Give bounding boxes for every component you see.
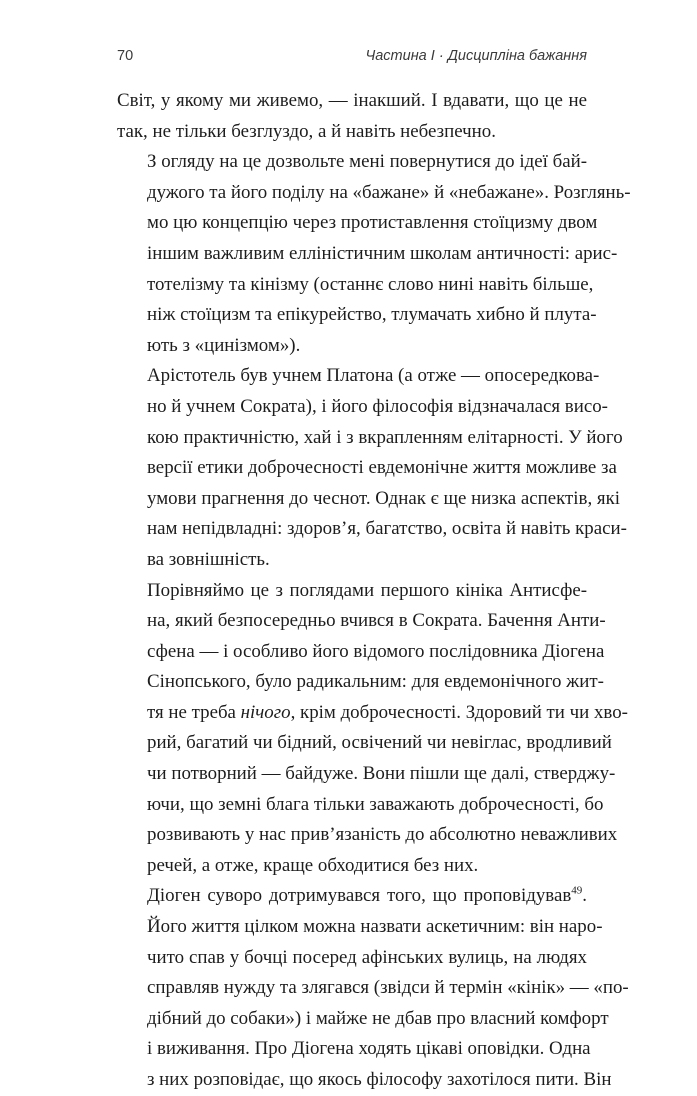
running-header [117, 48, 587, 74]
book-page [117, 48, 631, 1096]
text-line: ва зовнішність. [147, 548, 270, 570]
page-number: 70 [117, 48, 134, 64]
paragraph [117, 86, 587, 147]
text-line: так, не тільки безглуздо, а й навіть небезпечно. [117, 120, 496, 142]
emphasis: нічого [240, 701, 291, 723]
paragraph [117, 576, 628, 882]
text-line: тя не треба нічого, крім доброчесності. Здоровий ти чи хво- [147, 701, 628, 723]
text-line: справляв нужду та злягався (звідси й термін «кінік» — «по- [147, 977, 629, 999]
text-line: З огляду на це дозвольте мені повернутися до ідеї бай- [147, 151, 587, 173]
running-title: Частина I · Дисципліна бажання [365, 48, 587, 64]
text-line: Порівняймо це з поглядами першого кініка Антисфе- [147, 579, 587, 601]
text-line: з них розповідає, що якось філософу захотілося пити. Він [147, 1069, 612, 1090]
text-line: Діоген суворо дотримувався того, що проповідував$^{49}$. [147, 885, 587, 907]
text-line: рий, багатий чи бідний, освічений чи невіглас, вродливий [147, 732, 612, 754]
text-line: Арістотель був учнем Платона (а отже — опосередкова- [147, 365, 600, 387]
text-line: дібний до собаки») і майже не дбав про власний комфорт [147, 1007, 609, 1029]
text-line: умови прагнення до чеснот. Однак є ще низка аспектів, які [147, 487, 621, 509]
text-line: ють з «цинізмом»). [147, 334, 301, 356]
body-text [117, 86, 631, 1096]
text-line: Сінопського, було радикальним: для евдемонічного жит- [147, 671, 604, 693]
text-line: Світ, у якому ми живемо, — інакший. І вдавати, що це не [117, 90, 587, 111]
footnote-ref: 49 [571, 885, 583, 898]
text-line: ючи, що земні блага тільки заважають доброчесності, бо [147, 793, 604, 815]
paragraph [117, 147, 631, 361]
text-line: на, який безпосередньо вчився в Сократа. Бачення Анти- [147, 610, 606, 632]
text-line: сфена — і особливо його відомого послідовника Діогена [147, 640, 605, 662]
text-line: дужого та його поділу на «бажане» й «небажане». Розглянь- [147, 181, 631, 203]
text-line: і виживання. Про Діогена ходять цікаві оповідки. Одна [147, 1038, 591, 1060]
text-line: тотелізму та кінізму (останнє слово нині навіть більше, [147, 273, 594, 295]
text-line: іншим важливим елліністичним школам античності: арис- [147, 242, 618, 264]
text-line: чи потворний — байдуже. Вони пішли ще далі, стверджу- [147, 763, 616, 785]
text-line: мо цю концепцію через протиставлення стоїцизму двом [147, 212, 598, 234]
text-line: чито спав у бочці посеред афінських вулиць, на людях [147, 946, 587, 968]
text-line: Його життя цілком можна назвати аскетичним: він наро- [147, 916, 603, 938]
paragraph [117, 881, 629, 1095]
paragraph [117, 361, 627, 575]
text-line: ніж стоїцизм та епікурейство, тлумачать хибно й плута- [147, 304, 597, 326]
text-line: розвивають у нас прив’язаність до абсолютно неважливих [147, 824, 618, 846]
text-line: но й учнем Сократа), і його філософія відзначалася висо- [147, 395, 608, 417]
text-line: версії етики доброчесності евдемонічне життя можливе за [147, 457, 617, 479]
text-line: кою практичністю, хай і з вкрапленням елітарності. У його [147, 426, 623, 448]
text-line: нам непідвладні: здоров’я, багатство, освіта й навіть краси- [147, 518, 627, 540]
text-line: речей, а отже, краще обходитися без них. [147, 854, 479, 876]
